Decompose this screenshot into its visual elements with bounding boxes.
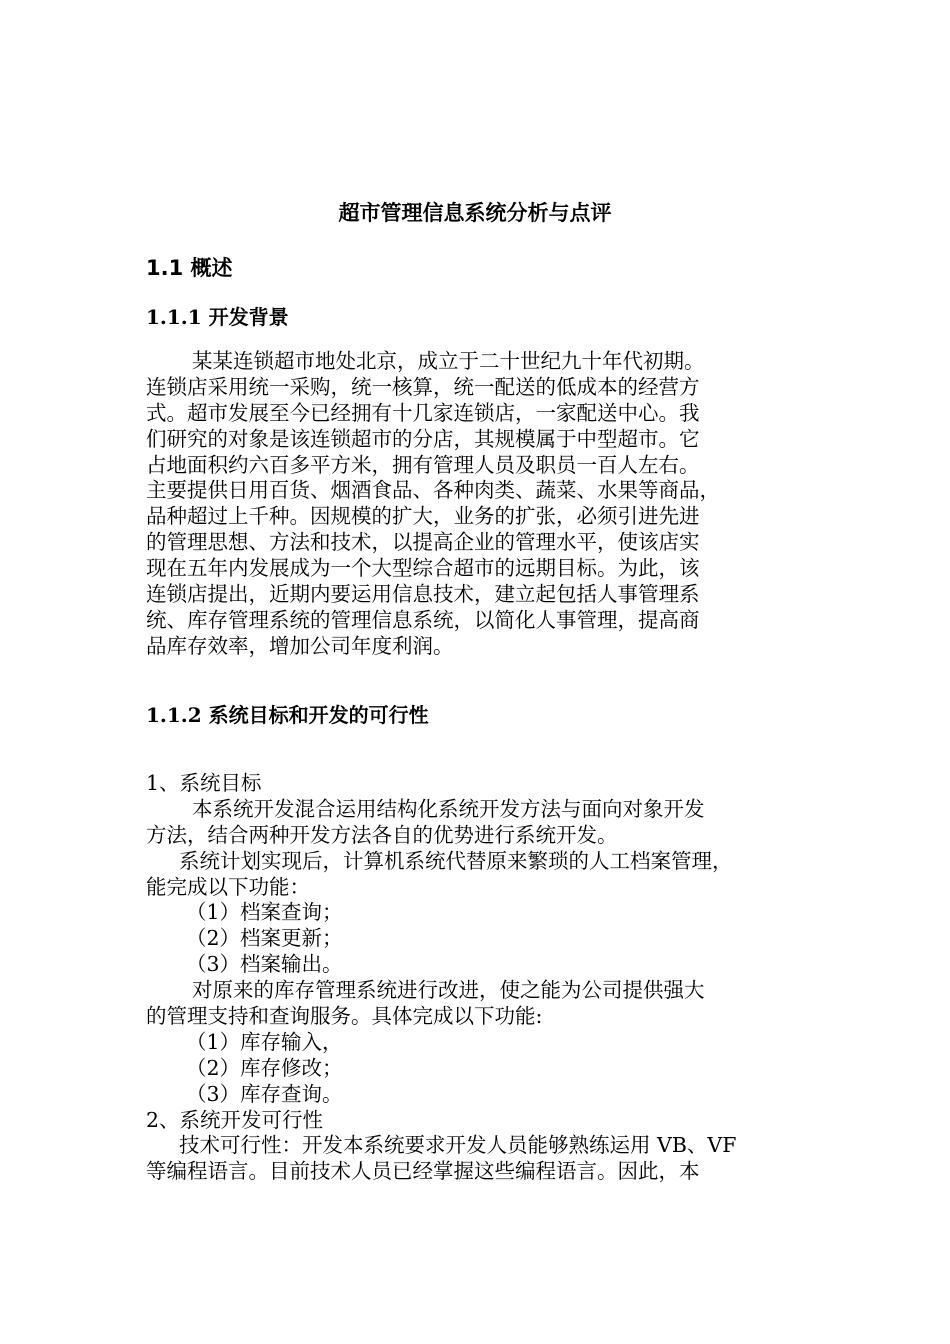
subsection-heading-background <box>146 302 289 332</box>
paragraph-line: 品种超过上千种。因规模的扩大，业务的扩张，必须引进先进 <box>146 504 700 529</box>
section-heading: 1.1 概述 <box>146 256 233 280</box>
list-item: （1）库存输入， <box>186 1029 343 1054</box>
paragraph-line: 等编程语言。目前技术人员已经掌握这些编程语言。因此，本 <box>146 1159 700 1184</box>
subsection-number: 1.1.2 <box>146 703 202 727</box>
list-item: （1）档案查询； <box>186 900 343 925</box>
paragraph-line: 的管理支持和查询服务。具体完成以下功能: <box>146 1004 543 1029</box>
paragraph-line: 系统计划实现后，计算机系统代替原来繁琐的人工档案管理， <box>179 848 733 873</box>
subsection-number: 1.1.1 <box>146 305 202 329</box>
paragraph-line: 某某连锁超市地处北京，成立于二十世纪九十年代初期。 <box>192 349 705 373</box>
paragraph-line: 品库存效率，增加公司年度利润。 <box>146 633 454 658</box>
subsection-title: 开发背景 <box>201 305 289 329</box>
background-paragraph <box>146 349 826 660</box>
paragraph-line: 连锁店提出，近期内要运用信息技术，建立起包括人事管理系 <box>146 582 700 607</box>
paragraph-line: 能完成以下功能： <box>146 874 310 899</box>
paragraph-line: 现在五年内发展成为一个大型综合超市的远期目标。为此，该 <box>146 556 700 581</box>
list-heading: 1、系统目标 <box>146 771 262 795</box>
paragraph-line: 的管理思想、方法和技术，以提高企业的管理水平，使该店实 <box>146 530 700 555</box>
paragraph-line: 连锁店采用统一采购，统一核算，统一配送的低成本的经营方 <box>146 374 700 399</box>
paragraph-line: 本系统开发混合运用结构化系统开发方法与面向对象开发 <box>192 796 705 821</box>
list-heading: 2、系统开发可行性 <box>146 1107 324 1132</box>
list-item: （3）库存查询。 <box>186 1081 343 1106</box>
paragraph-line: 占地面积约六百多平方米，拥有管理人员及职员一百人左右。 <box>146 452 700 477</box>
list-item: （2）库存修改； <box>186 1055 343 1080</box>
paragraph-line: 统、库存管理系统的管理信息系统，以简化人事管理，提高商 <box>146 607 700 632</box>
subsection-title: 系统目标和开发的可行性 <box>201 703 429 727</box>
subsection-heading-goals <box>146 700 429 730</box>
document-title: 超市管理信息系统分析与点评 <box>338 201 612 225</box>
list-item: （2）档案更新； <box>186 926 343 951</box>
list-item: （3）档案输出。 <box>186 952 343 977</box>
paragraph-line: 技术可行性：开发本系统要求开发人员能够熟练运用 VB、VF <box>179 1133 737 1158</box>
paragraph-line: 们研究的对象是该连锁超市的分店，其规模属于中型超市。它 <box>146 426 700 451</box>
paragraph-line: 对原来的库存管理系统进行改进，使之能为公司提供强大 <box>192 978 705 1003</box>
paragraph-line: 主要提供日用百货、烟酒食品、各种肉类、蔬菜、水果等商品， <box>146 478 720 503</box>
goals-content <box>146 771 826 1185</box>
paragraph-line: 式。超市发展至今已经拥有十几家连锁店，一家配送中心。我 <box>146 400 700 425</box>
paragraph-line: 方法，结合两种开发方法各自的优势进行系统开发。 <box>146 822 618 847</box>
